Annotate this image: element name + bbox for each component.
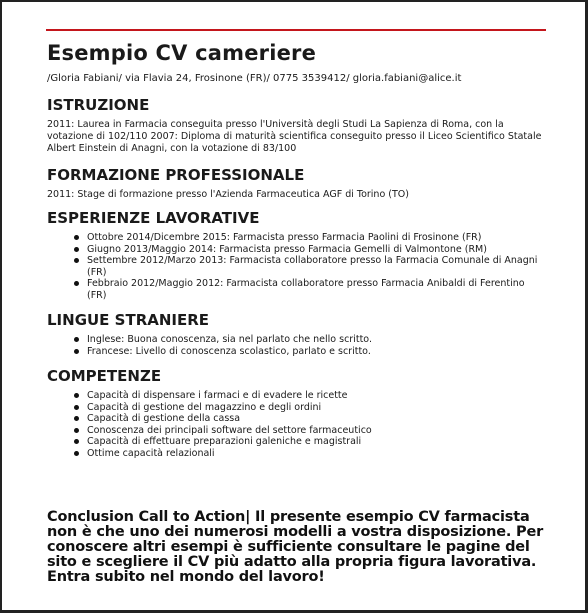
conclusion-text: Conclusion Call to Action| Il presente esempio CV farmacista non è che uno dei numerosi modelli a vostra disposizione. Per conoscere altri esempi è sufficiente consultare le pagine del sito e scegliere il CV più adatto alla propria figura lavorativa. Entra subito nel mondo del lavoro! [47, 509, 544, 585]
list-item: Ottobre 2014/Dicembre 2015: Farmacista presso Farmacia Paolini di Frosinone (FR) [74, 232, 547, 244]
competenze-list [47, 390, 547, 459]
section-title-competenze: COMPETENZE [47, 367, 162, 385]
cv-content [47, 40, 547, 459]
list-item: Francese: Livello di conoscenza scolastico, parlato e scritto. [74, 346, 547, 358]
section-title-lingue: LINGUE STRANIERE [47, 311, 210, 329]
list-item: Settembre 2012/Marzo 2013: Farmacista collaboratore presso la Farmacia Comunale di Anagni (FR) [74, 255, 547, 278]
cv-title: Esempio CV cameriere [47, 41, 317, 65]
list-item: Capacità di effettuare preparazioni galeniche e magistrali [74, 436, 547, 448]
list-item: Conoscenza dei principali software del settore farmaceutico [74, 425, 547, 437]
list-item: Capacità di gestione della cassa [74, 413, 547, 425]
esperienze-list [47, 232, 547, 301]
list-item: Ottime capacità relazionali [74, 448, 547, 460]
list-item: Giugno 2013/Maggio 2014: Farmacista presso Farmacia Gemelli di Valmontone (RM) [74, 244, 547, 256]
header-rule [46, 29, 546, 31]
list-item: Capacità di gestione del magazzino e degli ordini [74, 402, 547, 414]
contact-line: /Gloria Fabiani/ via Flavia 24, Frosinone (FR)/ 0775 3539412/ gloria.fabiani@alice.it [47, 73, 462, 84]
list-item: Inglese: Buona conoscenza, sia nel parlato che nello scritto. [74, 334, 547, 346]
lingue-list [47, 334, 547, 357]
section-title-esperienze: ESPERIENZE LAVORATIVE [47, 209, 260, 227]
formazione-text: 2011: Stage di formazione presso l'Azienda Farmaceutica AGF di Torino (TO) [47, 189, 409, 200]
istruzione-text: 2011: Laurea in Farmacia conseguita presso l'Università degli Studi La Sapienza di Roma, con la votazione di 102/110 2007: Diploma di maturità scientifica conseguito presso il Liceo Scientifico Statale Albert Einstein di Anagni, con la votazione di 83/100 [47, 119, 542, 154]
section-title-istruzione: ISTRUZIONE [47, 96, 150, 114]
list-item: Febbraio 2012/Maggio 2012: Farmacista collaboratore presso Farmacia Anibaldi di Ferentino (FR) [74, 278, 547, 301]
list-item: Capacità di dispensare i farmaci e di evadere le ricette [74, 390, 547, 402]
section-title-formazione: FORMAZIONE PROFESSIONALE [47, 166, 305, 184]
